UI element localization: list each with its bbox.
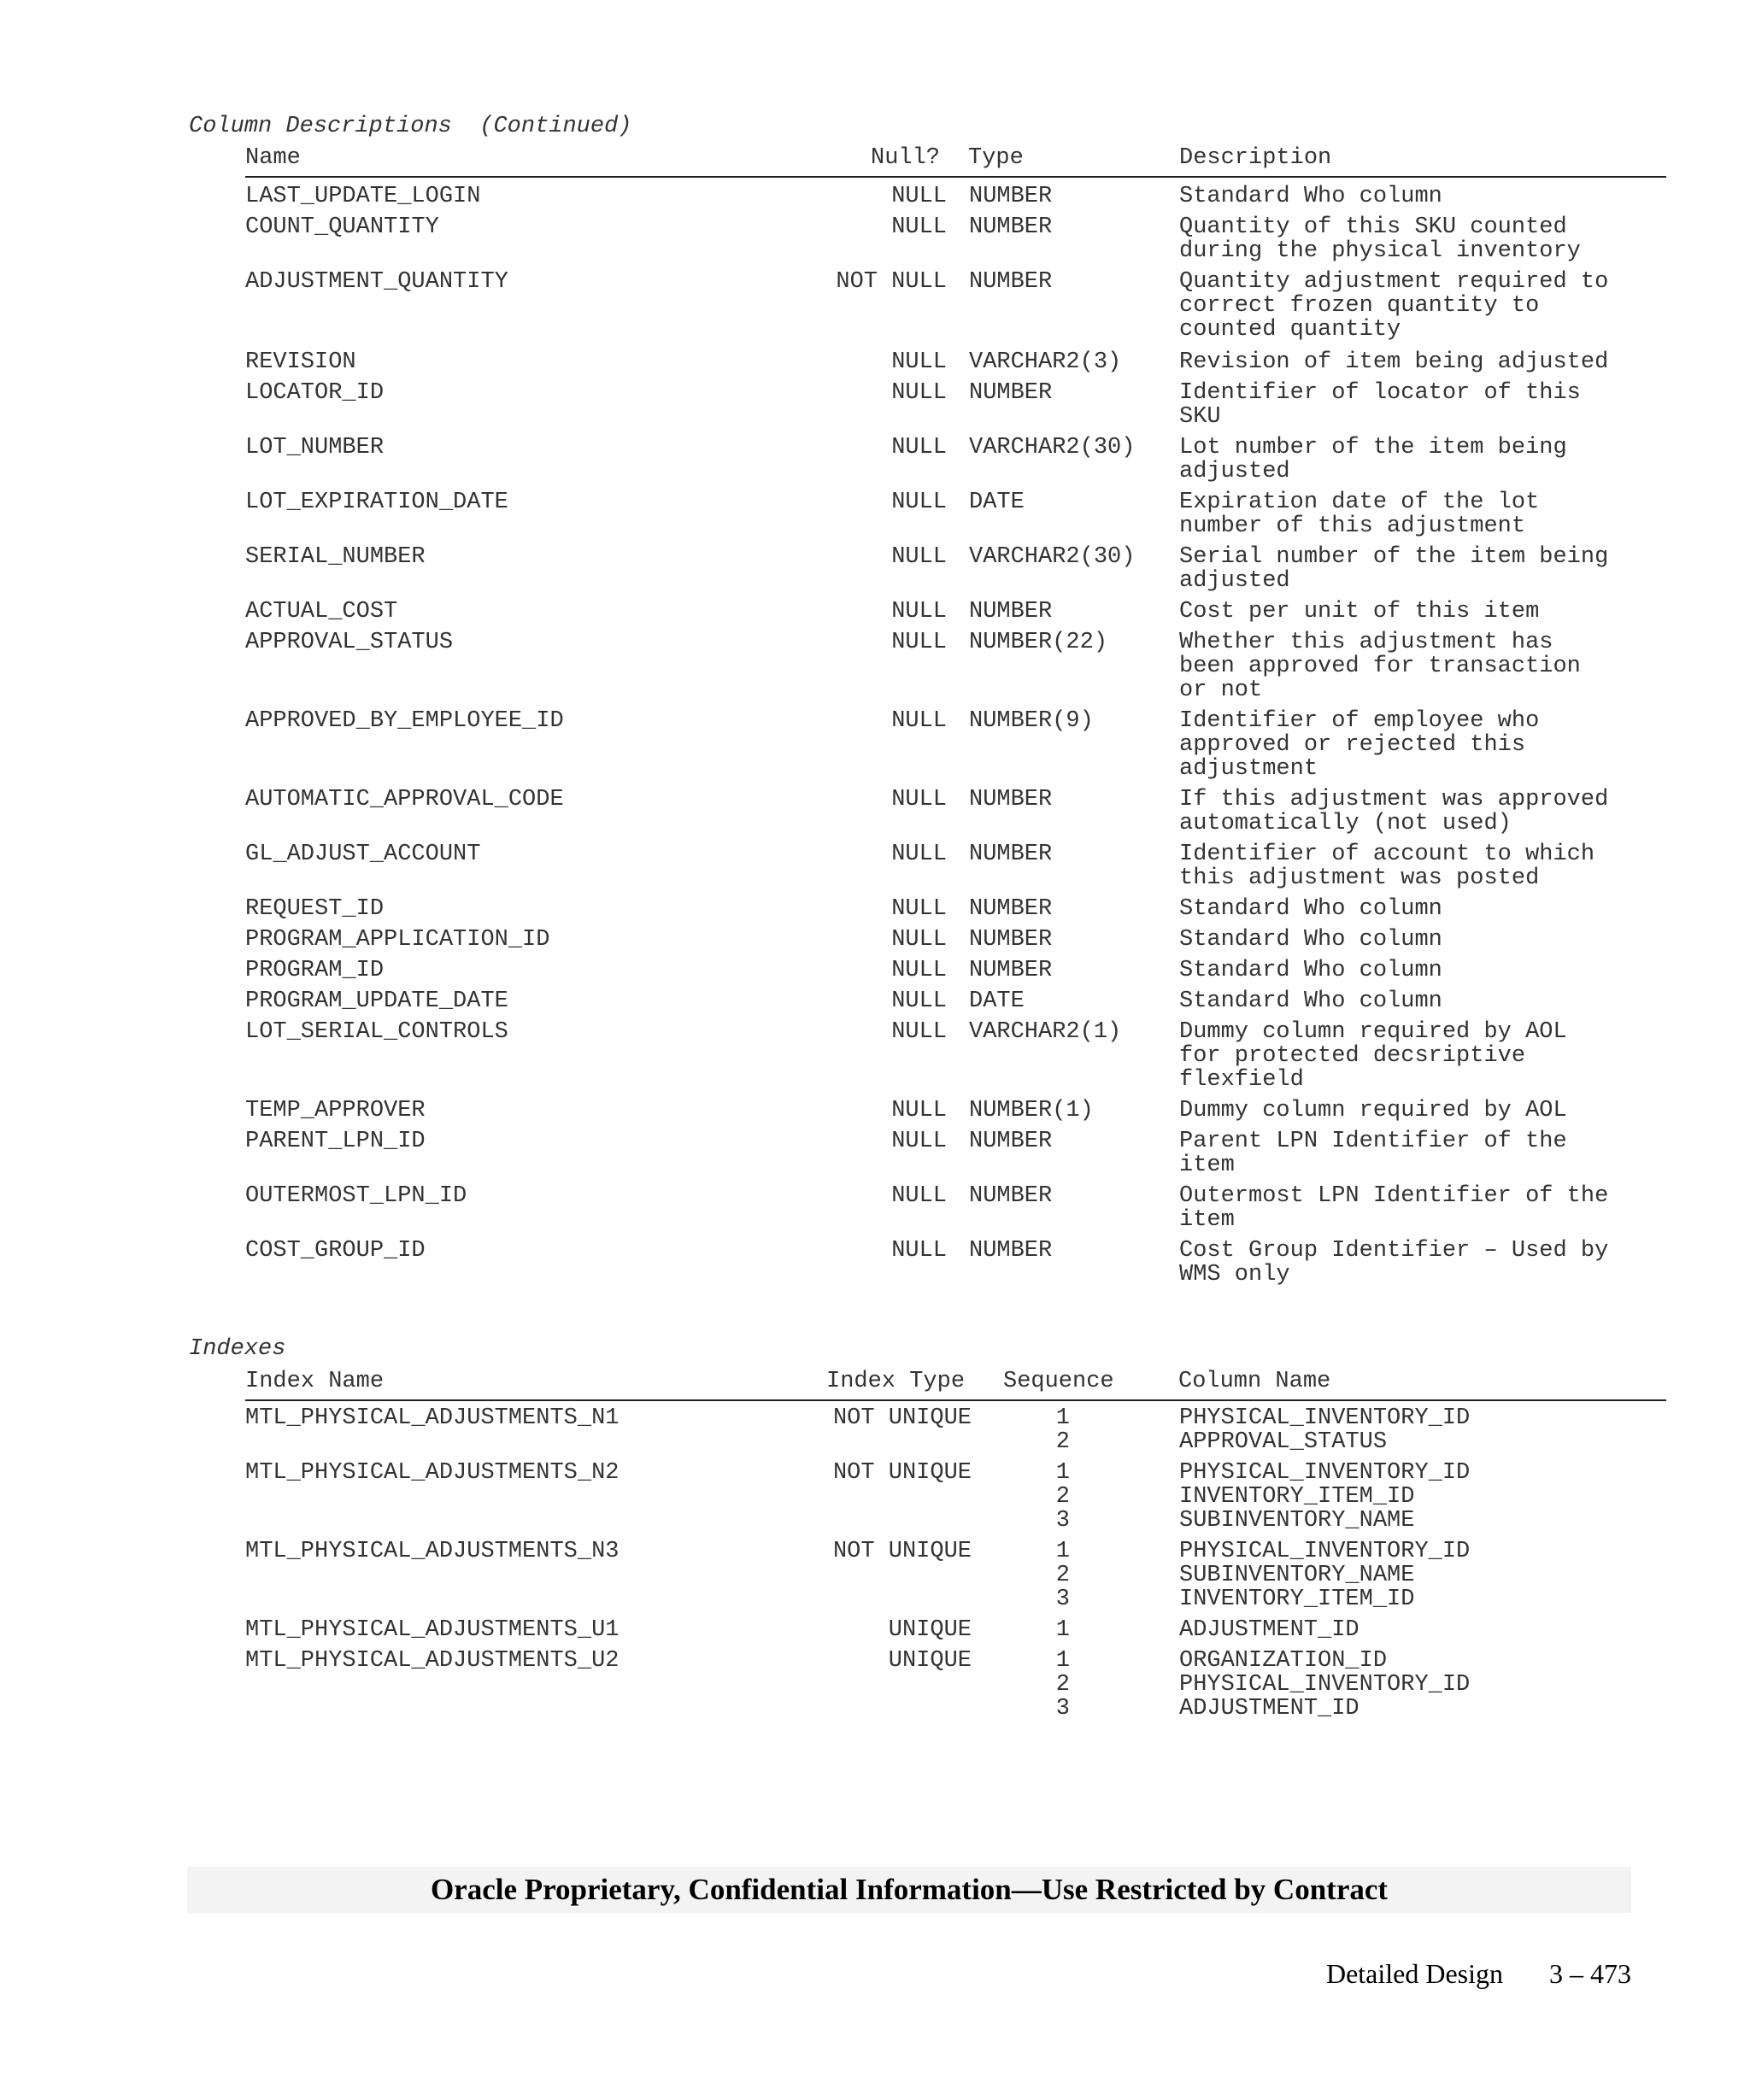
- column-name-cell: REVISION: [245, 349, 356, 375]
- description-cell: Cost per unit of this item: [1179, 599, 1540, 625]
- null-cell: NULL: [891, 842, 947, 867]
- null-cell: NULL: [891, 380, 947, 406]
- column-name-cell: LOT_SERIAL_CONTROLS: [245, 1019, 508, 1045]
- column-name-cell: ACTUAL_COST: [245, 599, 398, 625]
- sequence-cell: 1 2: [1055, 1405, 1070, 1455]
- column-name-cell: PROGRAM_UPDATE_DATE: [245, 988, 508, 1014]
- column-name-cell: OUTERMOST_LPN_ID: [245, 1183, 467, 1209]
- description-cell: Standard Who column: [1179, 896, 1442, 922]
- description-cell: Standard Who column: [1179, 184, 1442, 209]
- column-name-cell: APPROVAL_STATUS: [245, 630, 454, 655]
- null-cell: NULL: [891, 490, 947, 515]
- column-name-cell: TEMP_APPROVER: [245, 1098, 426, 1123]
- type-cell: NUMBER: [969, 1238, 1053, 1264]
- index-columns-cell: ADJUSTMENT_ID: [1179, 1617, 1359, 1643]
- description-cell: Serial number of the item being adjusted: [1179, 544, 1609, 594]
- index-columns-cell: PHYSICAL_INVENTORY_ID APPROVAL_STATUS: [1179, 1405, 1471, 1455]
- column-name-cell: PROGRAM_ID: [245, 958, 385, 983]
- type-cell: VARCHAR2(30): [969, 544, 1136, 570]
- type-cell: NUMBER: [969, 958, 1053, 983]
- null-cell: NULL: [891, 544, 947, 570]
- description-cell: Identifier of locator of this SKU: [1179, 380, 1581, 430]
- sequence-cell: 1 2 3: [1055, 1648, 1070, 1722]
- null-cell: NULL: [891, 214, 947, 240]
- type-cell: NUMBER: [969, 214, 1053, 240]
- column-name-cell: LOCATOR_ID: [245, 380, 385, 406]
- null-cell: NULL: [891, 787, 947, 812]
- index-columns-cell: ORGANIZATION_ID PHYSICAL_INVENTORY_ID ADJUSTMENT_ID: [1179, 1648, 1471, 1722]
- description-cell: Dummy column required by AOL: [1179, 1098, 1567, 1123]
- page-number: 3 – 473: [1549, 1958, 1631, 1989]
- header-description: Description: [1179, 145, 1332, 171]
- description-cell: Cost Group Identifier – Used by WMS only: [1179, 1238, 1609, 1288]
- null-cell: NULL: [891, 896, 947, 922]
- column-name-cell: SERIAL_NUMBER: [245, 544, 426, 570]
- indexes-title: Indexes: [189, 1336, 286, 1362]
- header-index-name: Index Name: [245, 1369, 385, 1394]
- page-footer: [1326, 1958, 1631, 1990]
- null-cell: NULL: [891, 435, 947, 460]
- column-descriptions-title: Column Descriptions (Continued): [189, 114, 632, 139]
- type-cell: NUMBER: [969, 269, 1053, 295]
- header-type: Type: [968, 145, 1024, 171]
- index-type-cell: NOT UNIQUE: [832, 1405, 972, 1431]
- type-cell: NUMBER: [969, 599, 1053, 625]
- index-table-header: [245, 1369, 1666, 1401]
- column-name-cell: COUNT_QUANTITY: [245, 214, 439, 240]
- header-index-type: Index Type: [826, 1369, 966, 1394]
- index-type-cell: NOT UNIQUE: [832, 1539, 972, 1564]
- description-cell: Outermost LPN Identifier of the item: [1179, 1183, 1609, 1233]
- column-name-cell: ADJUSTMENT_QUANTITY: [245, 269, 508, 295]
- description-cell: Lot number of the item being adjusted: [1179, 435, 1567, 484]
- type-cell: VARCHAR2(30): [969, 435, 1136, 460]
- type-cell: NUMBER: [969, 787, 1053, 812]
- column-name-cell: GL_ADJUST_ACCOUNT: [245, 842, 481, 867]
- description-cell: Standard Who column: [1179, 988, 1442, 1014]
- column-name-cell: REQUEST_ID: [245, 896, 385, 922]
- description-cell: Standard Who column: [1179, 927, 1442, 953]
- column-name-cell: PARENT_LPN_ID: [245, 1129, 426, 1154]
- sequence-cell: 1: [1055, 1617, 1070, 1643]
- null-cell: NULL: [891, 708, 947, 734]
- header-sequence: Sequence: [1003, 1369, 1114, 1394]
- description-cell: Quantity adjustment required to correct frozen quantity to counted quantity: [1179, 269, 1609, 343]
- index-type-cell: UNIQUE: [888, 1648, 972, 1674]
- index-name-cell: MTL_PHYSICAL_ADJUSTMENTS_N2: [245, 1460, 620, 1486]
- index-columns-cell: PHYSICAL_INVENTORY_ID SUBINVENTORY_NAME INVENTORY_ITEM_ID: [1179, 1539, 1471, 1612]
- index-columns-cell: PHYSICAL_INVENTORY_ID INVENTORY_ITEM_ID SUBINVENTORY_NAME: [1179, 1460, 1471, 1534]
- null-cell: NULL: [891, 349, 947, 375]
- description-cell: Dummy column required by AOL for protected decsriptive flexfield: [1179, 1019, 1567, 1093]
- section-name: Detailed Design: [1325, 1958, 1503, 1989]
- description-cell: Revision of item being adjusted: [1179, 349, 1609, 375]
- null-cell: NULL: [891, 184, 947, 209]
- index-type-cell: NOT UNIQUE: [832, 1460, 972, 1486]
- description-cell: Parent LPN Identifier of the item: [1179, 1129, 1567, 1178]
- type-cell: NUMBER: [969, 380, 1053, 406]
- header-null: Null?: [871, 145, 941, 171]
- type-cell: NUMBER: [969, 1183, 1053, 1209]
- index-name-cell: MTL_PHYSICAL_ADJUSTMENTS_U1: [245, 1617, 620, 1643]
- type-cell: NUMBER: [969, 1129, 1053, 1154]
- type-cell: NUMBER(1): [969, 1098, 1094, 1123]
- null-cell: NOT NULL: [836, 269, 947, 295]
- description-cell: Identifier of employee who approved or rejected this adjustment: [1179, 708, 1540, 782]
- column-name-cell: APPROVED_BY_EMPLOYEE_ID: [245, 708, 564, 734]
- type-cell: NUMBER: [969, 896, 1053, 922]
- null-cell: NULL: [891, 1098, 947, 1123]
- index-type-cell: UNIQUE: [888, 1617, 972, 1643]
- type-cell: DATE: [969, 490, 1025, 515]
- type-cell: VARCHAR2(3): [969, 349, 1122, 375]
- column-name-cell: LAST_UPDATE_LOGIN: [245, 184, 481, 209]
- type-cell: VARCHAR2(1): [969, 1019, 1122, 1045]
- null-cell: NULL: [891, 958, 947, 983]
- type-cell: NUMBER: [969, 927, 1053, 953]
- null-cell: NULL: [891, 927, 947, 953]
- null-cell: NULL: [891, 988, 947, 1014]
- null-cell: NULL: [891, 1019, 947, 1045]
- null-cell: NULL: [891, 1129, 947, 1154]
- description-cell: Standard Who column: [1179, 958, 1442, 983]
- column-name-cell: COST_GROUP_ID: [245, 1238, 426, 1264]
- description-cell: Identifier of account to which this adjustment was posted: [1179, 842, 1595, 891]
- type-cell: NUMBER(9): [969, 708, 1094, 734]
- null-cell: NULL: [891, 1183, 947, 1209]
- description-cell: If this adjustment was approved automatically (not used): [1179, 787, 1609, 836]
- column-name-cell: PROGRAM_APPLICATION_ID: [245, 927, 550, 953]
- index-name-cell: MTL_PHYSICAL_ADJUSTMENTS_N3: [245, 1539, 620, 1564]
- type-cell: DATE: [969, 988, 1025, 1014]
- type-cell: NUMBER: [969, 842, 1053, 867]
- description-cell: Whether this adjustment has been approved for transaction or not: [1179, 630, 1581, 703]
- confidential-notice: Oracle Proprietary, Confidential Information––Use Restricted by Contract: [430, 1873, 1389, 1906]
- header-column-name: Column Name: [1178, 1369, 1331, 1394]
- column-name-cell: LOT_EXPIRATION_DATE: [245, 490, 508, 515]
- description-cell: Quantity of this SKU counted during the physical inventory: [1179, 214, 1581, 264]
- header-name: Name: [245, 145, 301, 171]
- column-table-header: [245, 145, 1666, 178]
- null-cell: NULL: [891, 1238, 947, 1264]
- type-cell: NUMBER: [969, 184, 1053, 209]
- description-cell: Expiration date of the lot number of this adjustment: [1179, 490, 1540, 539]
- index-name-cell: MTL_PHYSICAL_ADJUSTMENTS_N1: [245, 1405, 620, 1431]
- null-cell: NULL: [891, 599, 947, 625]
- sequence-cell: 1 2 3: [1055, 1539, 1070, 1612]
- column-name-cell: AUTOMATIC_APPROVAL_CODE: [245, 787, 564, 812]
- index-name-cell: MTL_PHYSICAL_ADJUSTMENTS_U2: [245, 1648, 620, 1674]
- null-cell: NULL: [891, 630, 947, 655]
- column-name-cell: LOT_NUMBER: [245, 435, 385, 460]
- sequence-cell: 1 2 3: [1055, 1460, 1070, 1534]
- type-cell: NUMBER(22): [969, 630, 1108, 655]
